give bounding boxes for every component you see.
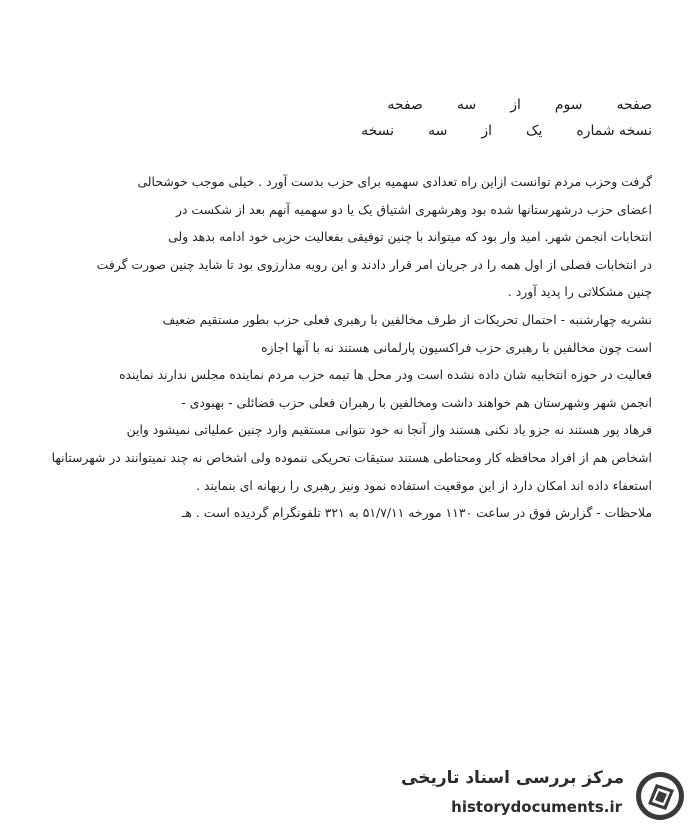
body-line: اعضای حزب درشهرستانها شده بود وهرشهری اشتیاق یک یا دو سهمیه آنهم بعد از شکست در <box>175 201 652 217</box>
body-line: استعفاء داده اند امکان دارد از این موقعیت استفاده نمود ونیز رهبری را ربهانه ای بنمایند . <box>196 477 652 493</box>
document-header <box>352 92 652 144</box>
page-total: سه <box>456 97 477 113</box>
copy-total: سه <box>428 123 448 139</box>
body-line: ملاحظات - گزارش فوق در ساعت ۱۱۳۰ مورخه ۵۱/۷/۱۱ به ۳۲۱ تلفونگرام گردیده است . هـ <box>181 505 652 521</box>
copy-label: نسخه شماره <box>576 123 652 139</box>
body-line: انتخابات انجمن شهر. امید وار بود که میتواند با چنین توفیقی بفعالیت حزبی خود ادامه بدهد ولی <box>168 229 652 245</box>
page-label-2: صفحه <box>387 97 423 113</box>
copy-count-row <box>352 118 652 144</box>
body-line: فعالیت در حوزه انتخابیه شان داده نشده است ودر محل ها تیمه حزب مردم نماینده مجلس ندارند نماینده <box>119 367 652 383</box>
body-line: فرهاد پور هستند نه جزو یاد نکنی هستند واز آنجا نه خود نتوانی مستقیم وارد چنین عملیاتی نمیشود واین <box>126 422 652 438</box>
archive-logo-icon <box>634 770 686 822</box>
watermark-title: مرکز بررسی اسناد تاریخی <box>401 768 624 788</box>
copy-label-2: نسخه <box>361 123 395 139</box>
page-count-row <box>352 92 652 118</box>
watermark <box>396 764 686 824</box>
copy-number: یک <box>525 123 543 139</box>
page-of: از <box>510 97 521 113</box>
document-body <box>44 168 652 527</box>
body-line: اشخاص هم از افراد محافظه کار ومحتاطی هستند ستیقات تحریکی ننموده ولی اشخاص نه چند نمیتوانند در شهرستانها <box>51 449 652 465</box>
body-line: انجمن شهر وشهرستان هم خواهند داشت ومخالفین با رهبران فعلی حزب فضائلی - بهبودی - <box>181 394 652 410</box>
body-line: نشریه چهارشنبه - احتمال تحریکات از طرف مخالفین با رهبری فعلی حزب بطور مستقیم ضعیف <box>162 311 652 327</box>
watermark-url[interactable]: historydocuments.ir <box>451 798 622 816</box>
page-label: صفحه <box>616 97 652 113</box>
page-number: سوم <box>554 97 583 113</box>
body-line: است چون مخالفین با رهبری حزب فراکسیون پارلمانی هستند نه با آنها اجازه <box>261 339 652 355</box>
copy-of: از <box>481 123 492 139</box>
body-line: چنین مشکلاتی را پدید آورد . <box>507 284 652 300</box>
body-line: گرفت وحزب مردم توانست ازاین راه تعدادی سهمیه برای حزب بدست آورد . خیلی موجب خوشحالی <box>137 174 652 189</box>
body-line: در انتخابات فصلی از اول همه را در جریان امر قرار دادند و این رویه مدارزوی بود تا شاید چنین صورت گرفت <box>96 256 652 272</box>
